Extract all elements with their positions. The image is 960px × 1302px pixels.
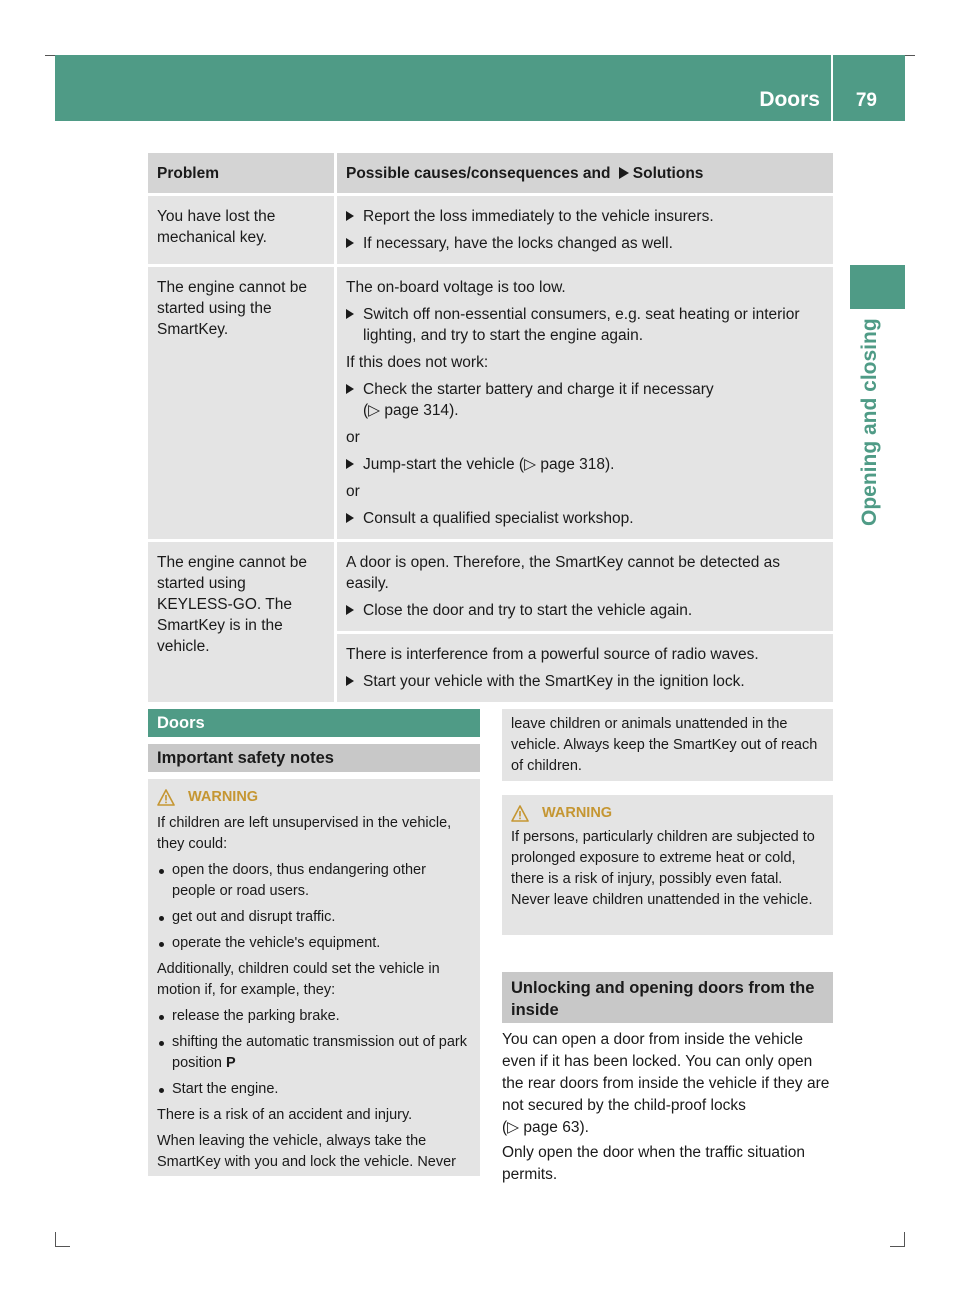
page-number: 79 (855, 90, 877, 111)
step-text: Report the loss immediately to the vehicle insurers. (363, 208, 714, 225)
crop-mark (55, 1246, 70, 1247)
header-section-title: Doors (759, 88, 820, 111)
step-arrow-icon (346, 513, 354, 523)
step-text: Start your vehicle with the SmartKey in the ignition lock. (363, 673, 745, 690)
warning-triangle-icon (157, 789, 175, 806)
solution-cell (337, 542, 833, 634)
table-row (148, 267, 833, 542)
solution-text: A door is open. Therefore, the SmartKey cannot be detected as easily. (346, 554, 780, 592)
table-header-solutions-prefix: Possible causes/consequences and (346, 165, 611, 182)
solution-cell (337, 634, 833, 705)
side-tab-marker (850, 265, 905, 309)
bullet-item (157, 907, 472, 928)
warning-text: If children are left unsupervised in the vehicle, they could: (157, 815, 452, 852)
bullet-dot-icon (159, 1015, 164, 1020)
body-paragraph: You can open a door from inside the vehicle even if it has been locked. You can only open the rear doors from inside the vehicle if they are not secured by the child-proof locks (▷ page 63). (502, 1031, 830, 1136)
side-tab-label: Opening and closing (858, 318, 881, 526)
warning-bullets-2 (157, 1006, 472, 1027)
page-ref-icon: ▷ (368, 402, 381, 419)
step-text: If necessary, have the locks changed as well. (363, 235, 673, 252)
warning-title (511, 803, 825, 824)
crop-mark (890, 1246, 905, 1247)
table-header-solutions-suffix: Solutions (632, 165, 704, 182)
table-header-problem: Problem (148, 153, 337, 196)
crop-mark (904, 55, 915, 56)
problem-cell: The engine cannot be started using the SmartKey. (148, 267, 337, 542)
bullet-dot-icon (159, 916, 164, 921)
solution-step: Check the starter battery and charge it if necessary (▷ page 314). (346, 379, 824, 421)
solution-cell (337, 267, 833, 542)
bullet-item (157, 1079, 472, 1100)
solution-step: Jump-start the vehicle (▷ page 318). (346, 454, 824, 475)
header-divider (831, 55, 833, 121)
step-arrow-icon (346, 309, 354, 319)
warning-title (157, 787, 472, 808)
step-arrow-icon (346, 384, 354, 394)
page-header (55, 55, 905, 121)
warning-title-text: WARNING (188, 789, 259, 805)
bullet-dot-icon (159, 942, 164, 947)
crop-mark (55, 1232, 56, 1247)
solution-step (346, 508, 824, 529)
step-text: Check the starter battery and charge it if necessary (363, 381, 714, 398)
solution-step (346, 206, 824, 227)
section-heading-doors: Doors (148, 709, 480, 737)
solution-step (346, 600, 824, 621)
bullet-item (157, 1006, 472, 1027)
solution-step (346, 671, 824, 692)
solution-text: If this does not work: (346, 354, 489, 371)
bullet-dot-icon (159, 1041, 164, 1046)
step-arrow-icon (346, 459, 354, 469)
solution-text: The on-board voltage is too low. (346, 279, 566, 296)
subsection-heading-unlocking: Unlocking and opening doors from the inside (502, 972, 833, 1023)
step-arrow-icon (346, 605, 354, 615)
bullet-text: open the doors, thus endangering other people or road users. (172, 862, 426, 899)
unlock-body-text (502, 1029, 837, 1186)
warning-triangle-icon (511, 805, 529, 822)
bullet-bold-text: P (226, 1055, 236, 1071)
bullet-text: Start the engine. (172, 1081, 279, 1097)
crop-mark (904, 1232, 905, 1247)
step-text: Consult a qualified specialist workshop. (363, 510, 634, 527)
problem-cell: The engine cannot be started using KEYLESS-GO. The SmartKey is in the vehicle. (148, 542, 337, 705)
bullet-text: release the parking brake. (172, 1008, 340, 1024)
troubleshooting-table (148, 153, 833, 705)
table-row (148, 542, 833, 634)
solution-cell (337, 196, 833, 267)
table-header-solutions (337, 153, 833, 196)
solution-text: or (346, 429, 360, 446)
bullet-text: shifting the automatic transmission out of park position (172, 1034, 467, 1071)
bullet-dot-icon (159, 1088, 164, 1093)
step-arrow-icon (619, 167, 629, 179)
solution-step (346, 304, 824, 346)
page-reference-suffix: ). (449, 402, 459, 419)
warning-box (148, 779, 480, 1176)
page-reference: page 318 (540, 456, 605, 473)
bullet-item (157, 1032, 472, 1074)
bullet-item (157, 933, 472, 954)
warning-text: There is a risk of an accident and injury. (157, 1107, 413, 1123)
warning-title-text: WARNING (542, 805, 613, 821)
page-ref-icon: ▷ (524, 456, 537, 473)
bullet-text: operate the vehicle's equipment. (172, 935, 381, 951)
warning-text: Additionally, children could set the vehicle in motion if, for example, they: (157, 961, 440, 998)
page-reference: page 314 (384, 402, 450, 419)
solution-text: or (346, 483, 360, 500)
table-row (148, 196, 833, 267)
bullet-dot-icon (159, 869, 164, 874)
step-text: Jump-start the vehicle (363, 456, 515, 473)
table-body (148, 196, 833, 705)
bullet-item (157, 860, 472, 902)
warning-text: leave children or animals unattended in the vehicle. Always keep the SmartKey out of reach of children. (511, 716, 818, 774)
page-ref-icon: ▷ (507, 1119, 520, 1136)
step-arrow-icon (346, 211, 354, 221)
page-reference-suffix: ). (604, 456, 615, 473)
solution-text: There is interference from a powerful source of radio waves. (346, 646, 759, 663)
warning-box (502, 795, 833, 935)
page-reference: page 63 (523, 1119, 580, 1136)
warning-text: When leaving the vehicle, always take the SmartKey with you and lock the vehicle. Never (157, 1133, 456, 1170)
bullet-text: get out and disrupt traffic. (172, 909, 336, 925)
body-paragraph: Only open the door when the traffic situation permits. (502, 1144, 806, 1183)
step-text: Switch off non-essential consumers, e.g. seat heating or interior lighting, and try to start the engine again. (363, 306, 800, 344)
warning-bullets-3 (157, 1079, 472, 1100)
subsection-heading-safety: Important safety notes (148, 744, 480, 772)
problem-cell: You have lost the mechanical key. (148, 196, 337, 267)
warning-bullets-1 (157, 860, 472, 954)
step-text: Close the door and try to start the vehicle again. (363, 602, 693, 619)
page-reference-suffix: ). (579, 1119, 589, 1136)
step-arrow-icon (346, 676, 354, 686)
warning-box-continued (502, 709, 833, 781)
solution-step (346, 233, 824, 254)
warning-text: If persons, particularly children are subjected to prolonged exposure to extreme heat or cold, there is a risk of injury, possibly even fatal. Never leave children unattended in the vehicle. (511, 829, 815, 908)
body-paragraph-text: You can open a door from inside the vehicle even if it has been locked. You can only open the rear doors from inside the vehicle if they are not secured by the child-proof locks (502, 1031, 830, 1114)
step-arrow-icon (346, 238, 354, 248)
